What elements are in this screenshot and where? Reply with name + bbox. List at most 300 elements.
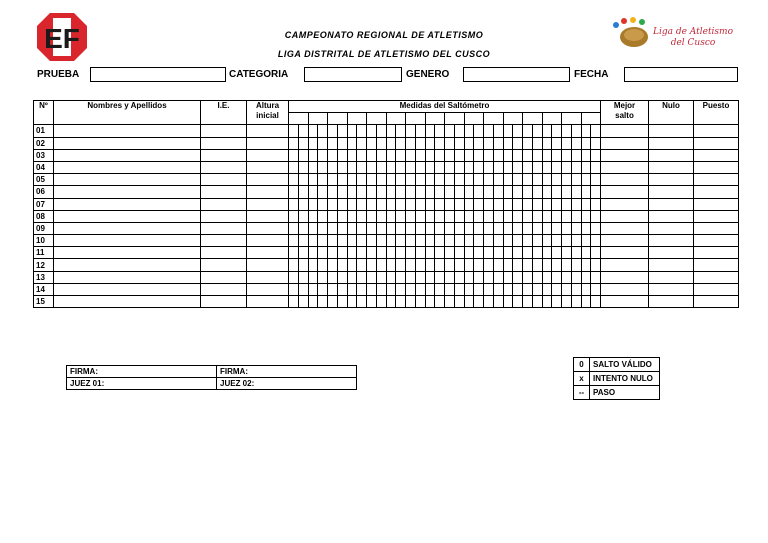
table-cell[interactable] <box>552 210 562 222</box>
table-cell[interactable] <box>337 137 347 149</box>
table-cell[interactable] <box>201 296 247 308</box>
table-cell[interactable] <box>552 259 562 271</box>
table-cell[interactable] <box>562 210 572 222</box>
table-cell[interactable] <box>601 235 649 247</box>
table-cell[interactable] <box>513 161 523 173</box>
table-cell[interactable] <box>454 271 464 283</box>
table-cell[interactable] <box>367 137 377 149</box>
table-cell[interactable] <box>581 198 591 210</box>
table-cell[interactable] <box>289 283 299 295</box>
table-cell[interactable] <box>532 137 542 149</box>
table-cell[interactable] <box>415 186 425 198</box>
table-cell[interactable] <box>523 161 533 173</box>
table-cell[interactable] <box>308 137 318 149</box>
table-cell[interactable] <box>571 137 581 149</box>
table-cell[interactable] <box>454 174 464 186</box>
table-cell[interactable] <box>406 161 416 173</box>
table-cell[interactable] <box>562 222 572 234</box>
height-cell[interactable] <box>503 113 523 125</box>
table-cell[interactable] <box>552 186 562 198</box>
table-cell[interactable] <box>591 259 601 271</box>
table-cell[interactable] <box>474 149 484 161</box>
table-cell[interactable] <box>406 271 416 283</box>
table-cell[interactable] <box>649 174 694 186</box>
table-cell[interactable] <box>357 137 367 149</box>
table-cell[interactable] <box>591 283 601 295</box>
juez-01[interactable]: JUEZ 01: <box>67 378 217 390</box>
table-cell[interactable] <box>581 247 591 259</box>
table-cell[interactable] <box>318 259 328 271</box>
table-cell[interactable] <box>415 149 425 161</box>
height-cell[interactable] <box>484 113 504 125</box>
table-cell[interactable] <box>386 247 396 259</box>
table-cell[interactable] <box>308 247 318 259</box>
table-cell[interactable] <box>425 198 435 210</box>
table-cell[interactable] <box>649 259 694 271</box>
table-cell[interactable] <box>601 271 649 283</box>
table-cell[interactable] <box>694 149 739 161</box>
table-cell[interactable] <box>376 222 386 234</box>
table-cell[interactable] <box>694 259 739 271</box>
table-cell[interactable] <box>308 186 318 198</box>
table-cell[interactable] <box>298 247 308 259</box>
table-cell[interactable] <box>435 283 445 295</box>
table-cell[interactable] <box>464 161 474 173</box>
table-cell[interactable] <box>386 283 396 295</box>
table-cell[interactable] <box>601 161 649 173</box>
table-cell[interactable] <box>493 247 503 259</box>
table-cell[interactable] <box>298 235 308 247</box>
table-cell[interactable] <box>54 271 201 283</box>
table-cell[interactable] <box>318 174 328 186</box>
table-cell[interactable] <box>581 161 591 173</box>
table-cell[interactable] <box>201 235 247 247</box>
table-cell[interactable] <box>289 222 299 234</box>
table-cell[interactable] <box>247 247 289 259</box>
table-cell[interactable] <box>367 259 377 271</box>
table-cell[interactable] <box>425 247 435 259</box>
table-cell[interactable] <box>337 210 347 222</box>
table-cell[interactable] <box>347 296 357 308</box>
table-cell[interactable] <box>542 235 552 247</box>
table-cell[interactable] <box>571 186 581 198</box>
table-cell[interactable] <box>376 259 386 271</box>
table-cell[interactable] <box>367 149 377 161</box>
table-cell[interactable] <box>54 174 201 186</box>
table-cell[interactable] <box>376 283 386 295</box>
table-cell[interactable] <box>694 161 739 173</box>
table-cell[interactable] <box>396 210 406 222</box>
table-cell[interactable] <box>581 137 591 149</box>
table-cell[interactable] <box>318 283 328 295</box>
table-cell[interactable] <box>406 259 416 271</box>
table-cell[interactable] <box>357 149 367 161</box>
table-cell[interactable] <box>415 198 425 210</box>
table-cell[interactable] <box>474 137 484 149</box>
table-cell[interactable] <box>445 259 455 271</box>
table-cell[interactable] <box>591 210 601 222</box>
table-cell[interactable] <box>337 149 347 161</box>
table-cell[interactable] <box>318 210 328 222</box>
table-cell[interactable] <box>425 271 435 283</box>
height-cell[interactable] <box>347 113 367 125</box>
table-cell[interactable] <box>649 186 694 198</box>
table-cell[interactable] <box>474 296 484 308</box>
table-cell[interactable] <box>523 296 533 308</box>
table-cell[interactable] <box>571 174 581 186</box>
table-cell[interactable] <box>376 235 386 247</box>
table-cell[interactable] <box>396 296 406 308</box>
table-cell[interactable] <box>532 259 542 271</box>
table-cell[interactable] <box>649 125 694 137</box>
table-cell[interactable] <box>445 271 455 283</box>
table-cell[interactable] <box>562 247 572 259</box>
table-cell[interactable] <box>289 198 299 210</box>
table-cell[interactable] <box>347 235 357 247</box>
table-cell[interactable] <box>289 174 299 186</box>
table-cell[interactable] <box>503 235 513 247</box>
table-cell[interactable] <box>513 125 523 137</box>
table-cell[interactable] <box>247 296 289 308</box>
table-cell[interactable] <box>406 247 416 259</box>
table-cell[interactable] <box>591 235 601 247</box>
table-cell[interactable] <box>464 296 474 308</box>
genero-field[interactable] <box>463 67 570 82</box>
table-cell[interactable] <box>513 296 523 308</box>
table-cell[interactable] <box>425 283 435 295</box>
table-cell[interactable] <box>201 161 247 173</box>
table-cell[interactable] <box>386 174 396 186</box>
table-cell[interactable] <box>298 259 308 271</box>
table-cell[interactable] <box>298 149 308 161</box>
table-cell[interactable] <box>247 210 289 222</box>
table-cell[interactable] <box>523 198 533 210</box>
table-cell[interactable] <box>328 235 338 247</box>
table-cell[interactable] <box>532 198 542 210</box>
table-cell[interactable] <box>542 259 552 271</box>
table-cell[interactable] <box>532 149 542 161</box>
table-cell[interactable] <box>415 271 425 283</box>
table-cell[interactable] <box>454 137 464 149</box>
table-cell[interactable] <box>649 198 694 210</box>
table-cell[interactable] <box>513 210 523 222</box>
table-cell[interactable] <box>201 174 247 186</box>
table-cell[interactable] <box>425 259 435 271</box>
table-cell[interactable] <box>649 161 694 173</box>
table-cell[interactable] <box>247 222 289 234</box>
table-cell[interactable] <box>542 161 552 173</box>
table-cell[interactable] <box>493 271 503 283</box>
table-cell[interactable] <box>298 210 308 222</box>
table-cell[interactable] <box>357 174 367 186</box>
table-cell[interactable] <box>571 222 581 234</box>
table-cell[interactable] <box>601 198 649 210</box>
table-cell[interactable] <box>484 222 494 234</box>
table-cell[interactable] <box>308 283 318 295</box>
table-cell[interactable] <box>54 235 201 247</box>
table-cell[interactable] <box>308 235 318 247</box>
table-cell[interactable] <box>308 149 318 161</box>
table-cell[interactable] <box>298 137 308 149</box>
table-cell[interactable] <box>513 259 523 271</box>
table-cell[interactable] <box>396 235 406 247</box>
table-cell[interactable] <box>435 222 445 234</box>
table-cell[interactable] <box>649 222 694 234</box>
table-cell[interactable] <box>581 271 591 283</box>
table-cell[interactable] <box>581 149 591 161</box>
table-cell[interactable] <box>445 296 455 308</box>
table-cell[interactable] <box>386 186 396 198</box>
table-cell[interactable] <box>328 198 338 210</box>
table-cell[interactable] <box>328 283 338 295</box>
table-cell[interactable] <box>337 296 347 308</box>
table-cell[interactable] <box>649 210 694 222</box>
table-cell[interactable] <box>328 210 338 222</box>
categoria-field[interactable] <box>304 67 402 82</box>
table-cell[interactable] <box>542 137 552 149</box>
table-cell[interactable] <box>454 161 464 173</box>
table-cell[interactable] <box>247 125 289 137</box>
table-cell[interactable] <box>445 222 455 234</box>
table-cell[interactable] <box>425 222 435 234</box>
table-cell[interactable] <box>503 149 513 161</box>
table-cell[interactable] <box>298 174 308 186</box>
table-cell[interactable] <box>591 125 601 137</box>
table-cell[interactable] <box>367 125 377 137</box>
table-cell[interactable] <box>347 247 357 259</box>
table-cell[interactable] <box>454 247 464 259</box>
table-cell[interactable] <box>493 125 503 137</box>
table-cell[interactable] <box>474 235 484 247</box>
table-cell[interactable] <box>484 259 494 271</box>
table-cell[interactable] <box>425 161 435 173</box>
table-cell[interactable] <box>542 271 552 283</box>
table-cell[interactable] <box>484 186 494 198</box>
table-cell[interactable] <box>542 174 552 186</box>
table-cell[interactable] <box>247 271 289 283</box>
table-cell[interactable] <box>415 247 425 259</box>
table-cell[interactable] <box>484 283 494 295</box>
table-cell[interactable] <box>484 137 494 149</box>
table-cell[interactable] <box>445 198 455 210</box>
table-cell[interactable] <box>289 296 299 308</box>
table-cell[interactable] <box>513 222 523 234</box>
table-cell[interactable] <box>406 149 416 161</box>
table-cell[interactable] <box>571 296 581 308</box>
table-cell[interactable] <box>54 125 201 137</box>
table-cell[interactable] <box>694 283 739 295</box>
table-cell[interactable] <box>464 186 474 198</box>
table-cell[interactable] <box>552 296 562 308</box>
table-cell[interactable] <box>503 222 513 234</box>
table-cell[interactable] <box>552 235 562 247</box>
table-cell[interactable] <box>649 149 694 161</box>
table-cell[interactable] <box>367 198 377 210</box>
table-cell[interactable] <box>552 174 562 186</box>
table-cell[interactable] <box>396 222 406 234</box>
table-cell[interactable] <box>247 137 289 149</box>
table-cell[interactable] <box>523 222 533 234</box>
table-cell[interactable] <box>591 247 601 259</box>
table-cell[interactable] <box>435 125 445 137</box>
table-cell[interactable] <box>542 186 552 198</box>
table-cell[interactable] <box>571 210 581 222</box>
table-cell[interactable] <box>694 137 739 149</box>
table-cell[interactable] <box>298 271 308 283</box>
table-cell[interactable] <box>298 198 308 210</box>
table-cell[interactable] <box>542 198 552 210</box>
table-cell[interactable] <box>445 210 455 222</box>
juez-02[interactable]: JUEZ 02: <box>217 378 357 390</box>
table-cell[interactable] <box>542 210 552 222</box>
table-cell[interactable] <box>435 296 445 308</box>
table-cell[interactable] <box>562 259 572 271</box>
table-cell[interactable] <box>532 247 542 259</box>
table-cell[interactable] <box>318 222 328 234</box>
table-cell[interactable] <box>513 271 523 283</box>
table-cell[interactable] <box>367 210 377 222</box>
table-cell[interactable] <box>464 174 474 186</box>
table-cell[interactable] <box>552 125 562 137</box>
table-cell[interactable] <box>581 174 591 186</box>
table-cell[interactable] <box>591 271 601 283</box>
table-cell[interactable] <box>523 259 533 271</box>
table-cell[interactable] <box>396 283 406 295</box>
table-cell[interactable] <box>328 259 338 271</box>
table-cell[interactable] <box>591 198 601 210</box>
table-cell[interactable] <box>318 198 328 210</box>
table-cell[interactable] <box>396 186 406 198</box>
table-cell[interactable] <box>513 283 523 295</box>
fecha-field[interactable] <box>624 67 738 82</box>
table-cell[interactable] <box>513 235 523 247</box>
table-cell[interactable] <box>396 259 406 271</box>
table-cell[interactable] <box>454 186 464 198</box>
table-cell[interactable] <box>542 283 552 295</box>
table-cell[interactable] <box>247 235 289 247</box>
table-cell[interactable] <box>328 125 338 137</box>
table-cell[interactable] <box>337 198 347 210</box>
table-cell[interactable] <box>523 283 533 295</box>
table-cell[interactable] <box>318 271 328 283</box>
table-cell[interactable] <box>54 161 201 173</box>
table-cell[interactable] <box>367 222 377 234</box>
table-cell[interactable] <box>542 149 552 161</box>
table-cell[interactable] <box>513 137 523 149</box>
table-cell[interactable] <box>503 174 513 186</box>
table-cell[interactable] <box>649 296 694 308</box>
table-cell[interactable] <box>386 125 396 137</box>
table-cell[interactable] <box>571 125 581 137</box>
table-cell[interactable] <box>298 296 308 308</box>
table-cell[interactable] <box>386 137 396 149</box>
table-cell[interactable] <box>562 161 572 173</box>
table-cell[interactable] <box>347 149 357 161</box>
table-cell[interactable] <box>562 296 572 308</box>
table-cell[interactable] <box>54 222 201 234</box>
table-cell[interactable] <box>367 247 377 259</box>
table-cell[interactable] <box>532 210 542 222</box>
table-cell[interactable] <box>493 186 503 198</box>
table-cell[interactable] <box>376 247 386 259</box>
table-cell[interactable] <box>601 174 649 186</box>
table-cell[interactable] <box>532 186 542 198</box>
table-cell[interactable] <box>347 271 357 283</box>
table-cell[interactable] <box>581 259 591 271</box>
table-cell[interactable] <box>367 174 377 186</box>
table-cell[interactable] <box>694 198 739 210</box>
table-cell[interactable] <box>386 222 396 234</box>
table-cell[interactable] <box>484 210 494 222</box>
table-cell[interactable] <box>347 210 357 222</box>
table-cell[interactable] <box>464 235 474 247</box>
table-cell[interactable] <box>386 161 396 173</box>
table-cell[interactable] <box>386 198 396 210</box>
firma-2[interactable]: FIRMA: <box>217 366 357 378</box>
table-cell[interactable] <box>435 186 445 198</box>
table-cell[interactable] <box>415 283 425 295</box>
table-cell[interactable] <box>649 235 694 247</box>
table-cell[interactable] <box>406 186 416 198</box>
table-cell[interactable] <box>357 235 367 247</box>
table-cell[interactable] <box>591 186 601 198</box>
table-cell[interactable] <box>289 247 299 259</box>
table-cell[interactable] <box>581 222 591 234</box>
table-cell[interactable] <box>503 186 513 198</box>
table-cell[interactable] <box>201 247 247 259</box>
table-cell[interactable] <box>649 283 694 295</box>
table-cell[interactable] <box>247 198 289 210</box>
table-cell[interactable] <box>464 283 474 295</box>
table-cell[interactable] <box>289 125 299 137</box>
table-cell[interactable] <box>386 259 396 271</box>
table-cell[interactable] <box>523 235 533 247</box>
table-cell[interactable] <box>298 161 308 173</box>
table-cell[interactable] <box>298 283 308 295</box>
table-cell[interactable] <box>396 125 406 137</box>
table-cell[interactable] <box>308 271 318 283</box>
table-cell[interactable] <box>484 296 494 308</box>
table-cell[interactable] <box>357 283 367 295</box>
table-cell[interactable] <box>318 125 328 137</box>
table-cell[interactable] <box>435 210 445 222</box>
table-cell[interactable] <box>571 247 581 259</box>
table-cell[interactable] <box>396 137 406 149</box>
table-cell[interactable] <box>484 161 494 173</box>
table-cell[interactable] <box>552 222 562 234</box>
table-cell[interactable] <box>571 259 581 271</box>
table-cell[interactable] <box>601 210 649 222</box>
table-cell[interactable] <box>571 149 581 161</box>
table-cell[interactable] <box>591 296 601 308</box>
table-cell[interactable] <box>562 283 572 295</box>
table-cell[interactable] <box>435 259 445 271</box>
table-cell[interactable] <box>201 198 247 210</box>
table-cell[interactable] <box>357 259 367 271</box>
table-cell[interactable] <box>532 222 542 234</box>
table-cell[interactable] <box>318 161 328 173</box>
table-cell[interactable] <box>54 296 201 308</box>
table-cell[interactable] <box>347 161 357 173</box>
table-cell[interactable] <box>289 186 299 198</box>
table-cell[interactable] <box>474 174 484 186</box>
height-cell[interactable] <box>367 113 387 125</box>
table-cell[interactable] <box>435 161 445 173</box>
table-cell[interactable] <box>493 161 503 173</box>
table-cell[interactable] <box>445 149 455 161</box>
table-cell[interactable] <box>532 271 542 283</box>
table-cell[interactable] <box>493 210 503 222</box>
